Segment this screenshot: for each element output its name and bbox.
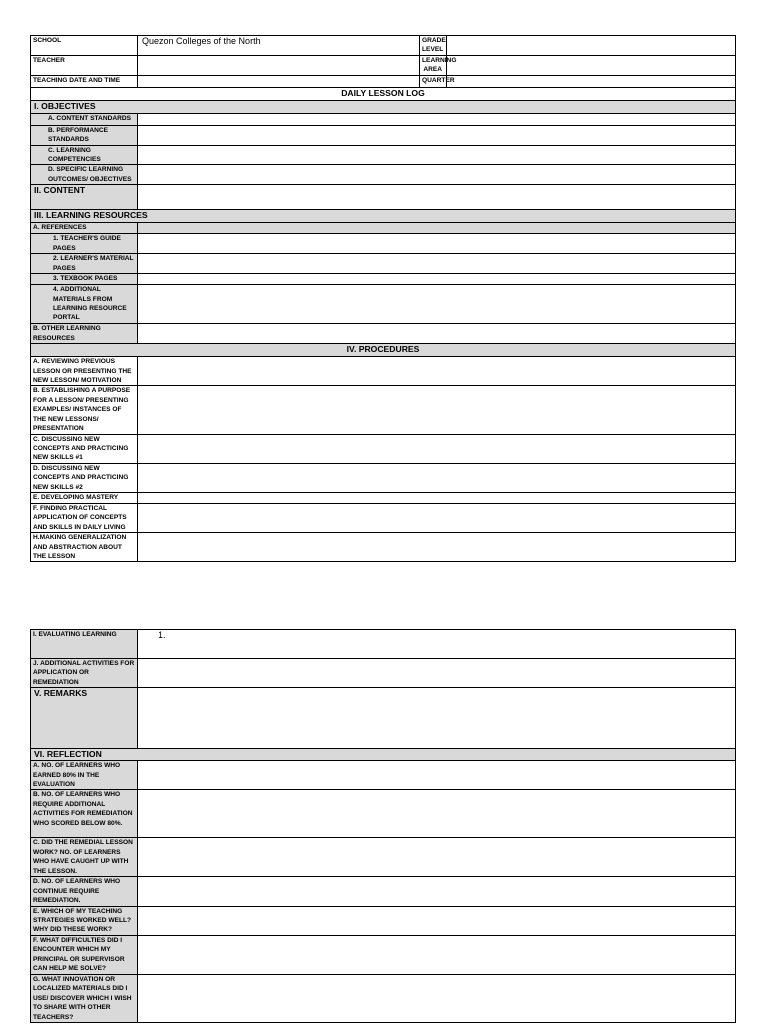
content-standards-value[interactable]: [138, 113, 736, 125]
references-value: [138, 223, 736, 234]
learning-area-label: LEARNING AREA: [420, 55, 447, 75]
procedure-a-value[interactable]: [138, 357, 736, 386]
objectives-heading: I. OBJECTIVES: [31, 100, 736, 113]
teaching-date-value[interactable]: [138, 75, 420, 87]
remarks-heading: V. REMARKS: [31, 688, 138, 749]
procedure-c-value[interactable]: [138, 434, 736, 463]
textbook-pages-label: 3. TEXBOOK PAGES: [31, 274, 138, 285]
procedure-c-label: C. DISCUSSING NEW CONCEPTS AND PRACTICING NEW SKILLS #1: [31, 434, 138, 463]
learning-competencies-value[interactable]: [138, 145, 736, 165]
references-label: A. REFERENCES: [31, 223, 138, 234]
remarks-value[interactable]: [138, 688, 736, 749]
procedure-d-value[interactable]: [138, 463, 736, 492]
reflection-f-value[interactable]: [138, 935, 736, 974]
grade-level-label: GRADE LEVEL: [420, 36, 447, 56]
reflection-g-value[interactable]: [138, 974, 736, 1022]
content-standards-label: A. CONTENT STANDARDS: [31, 113, 138, 125]
procedure-b-label: B. ESTABLISHING A PURPOSE FOR A LESSON/ PRESENTING EXAMPLES/ INSTANCES OF THE NEW LESSONS/ PRESENTATION: [31, 386, 138, 434]
teaching-date-label: TEACHING DATE AND TIME: [31, 75, 138, 87]
reflection-b-label: B. NO. OF LEARNERS WHO REQUIRE ADDITIONAL ACTIVITIES FOR REMEDIATION WHO SCORED BELOW 80%.: [31, 790, 138, 838]
performance-standards-value[interactable]: [138, 125, 736, 145]
quarter-value[interactable]: [447, 75, 736, 87]
procedure-e-label: E. DEVELOPING MASTERY: [31, 492, 138, 503]
lesson-log-page-2: [30, 629, 736, 1023]
specific-outcomes-label: D. SPECIFIC LEARNING OUTCOMES/ OBJECTIVES: [31, 165, 138, 185]
procedure-h-label: H.MAKING GENERALIZATION AND ABSTRACTION ABOUT THE LESSON: [31, 533, 138, 562]
procedure-f-value[interactable]: [138, 503, 736, 532]
other-resources-label: B. OTHER LEARNING RESOURCES: [31, 324, 138, 344]
evaluating-learning-value[interactable]: 1.: [138, 630, 736, 659]
teacher-value[interactable]: [138, 55, 420, 75]
reflection-e-label: E. WHICH OF MY TEACHING STRATEGIES WORKED WELL? WHY DID THESE WORK?: [31, 906, 138, 935]
procedure-b-value[interactable]: [138, 386, 736, 434]
content-heading: II. CONTENT: [31, 185, 138, 210]
quarter-label: QUARTER: [420, 75, 447, 87]
learners-material-value[interactable]: [138, 254, 736, 274]
reflection-a-label: A. NO. OF LEARNERS WHO EARNED 80% IN THE EVALUATION: [31, 761, 138, 790]
performance-standards-label: B. PERFORMANCE STANDARDS: [31, 125, 138, 145]
reflection-c-value[interactable]: [138, 838, 736, 877]
reflection-g-label: G. WHAT INNOVATION OR LOCALIZED MATERIALS DID I USE/ DISCOVER WHICH I WISH TO SHARE WITH OTHER TEACHERS?: [31, 974, 138, 1022]
content-value[interactable]: [138, 185, 736, 210]
additional-activities-value[interactable]: [138, 659, 736, 688]
school-value[interactable]: Quezon Colleges of the North: [138, 36, 420, 56]
reflection-d-label: D. NO. OF LEARNERS WHO CONTINUE REQUIRE REMEDIATION.: [31, 877, 138, 906]
textbook-pages-value[interactable]: [138, 274, 736, 285]
specific-outcomes-value[interactable]: [138, 165, 736, 185]
additional-activities-label: J. ADDITIONAL ACTIVITIES FOR APPLICATION OR REMEDIATION: [31, 659, 138, 688]
procedure-a-label: A. REVIEWING PREVIOUS LESSON OR PRESENTING THE NEW LESSON/ MOTIVATION: [31, 357, 138, 386]
teachers-guide-label: 1. TEACHER'S GUIDE PAGES: [31, 234, 138, 254]
learning-area-value[interactable]: [447, 55, 736, 75]
procedures-heading: IV. PROCEDURES: [31, 344, 736, 357]
procedure-e-value[interactable]: [138, 492, 736, 503]
teachers-guide-value[interactable]: [138, 234, 736, 254]
additional-materials-label: 4. ADDITIONAL MATERIALS FROM LEARNING RESOURCE PORTAL: [31, 285, 138, 324]
reflection-c-label: C. DID THE REMEDIAL LESSON WORK? NO. OF LEARNERS WHO HAVE CAUGHT UP WITH THE LESSON.: [31, 838, 138, 877]
procedure-d-label: D. DISCUSSING NEW CONCEPTS AND PRACTICING NEW SKILLS #2: [31, 463, 138, 492]
learning-resources-heading: III. LEARNING RESOURCES: [31, 210, 736, 223]
procedure-f-label: F. FINDING PRACTICAL APPLICATION OF CONCEPTS AND SKILLS IN DAILY LIVING: [31, 503, 138, 532]
reflection-e-value[interactable]: [138, 906, 736, 935]
lesson-log-page-1: [30, 35, 736, 562]
reflection-a-value[interactable]: [138, 761, 736, 790]
procedure-h-value[interactable]: [138, 533, 736, 562]
other-resources-value[interactable]: [138, 324, 736, 344]
reflection-heading: VI. REFLECTION: [31, 749, 736, 761]
reflection-f-label: F. WHAT DIFFICULTIES DID I ENCOUNTER WHICH MY PRINCIPAL OR SUPERVISOR CAN HELP ME SOLVE?: [31, 935, 138, 974]
learning-competencies-label: C. LEARNING COMPETENCIES: [31, 145, 138, 165]
reflection-b-value[interactable]: [138, 790, 736, 838]
school-label: SCHOOL: [31, 36, 138, 56]
additional-materials-value[interactable]: [138, 285, 736, 324]
teacher-label: TEACHER: [31, 55, 138, 75]
reflection-d-value[interactable]: [138, 877, 736, 906]
page-title: DAILY LESSON LOG: [31, 87, 736, 100]
learners-material-label: 2. LEARNER'S MATERIAL PAGES: [31, 254, 138, 274]
evaluating-learning-label: I. EVALUATING LEARNING: [31, 630, 138, 659]
grade-level-value[interactable]: [447, 36, 736, 56]
